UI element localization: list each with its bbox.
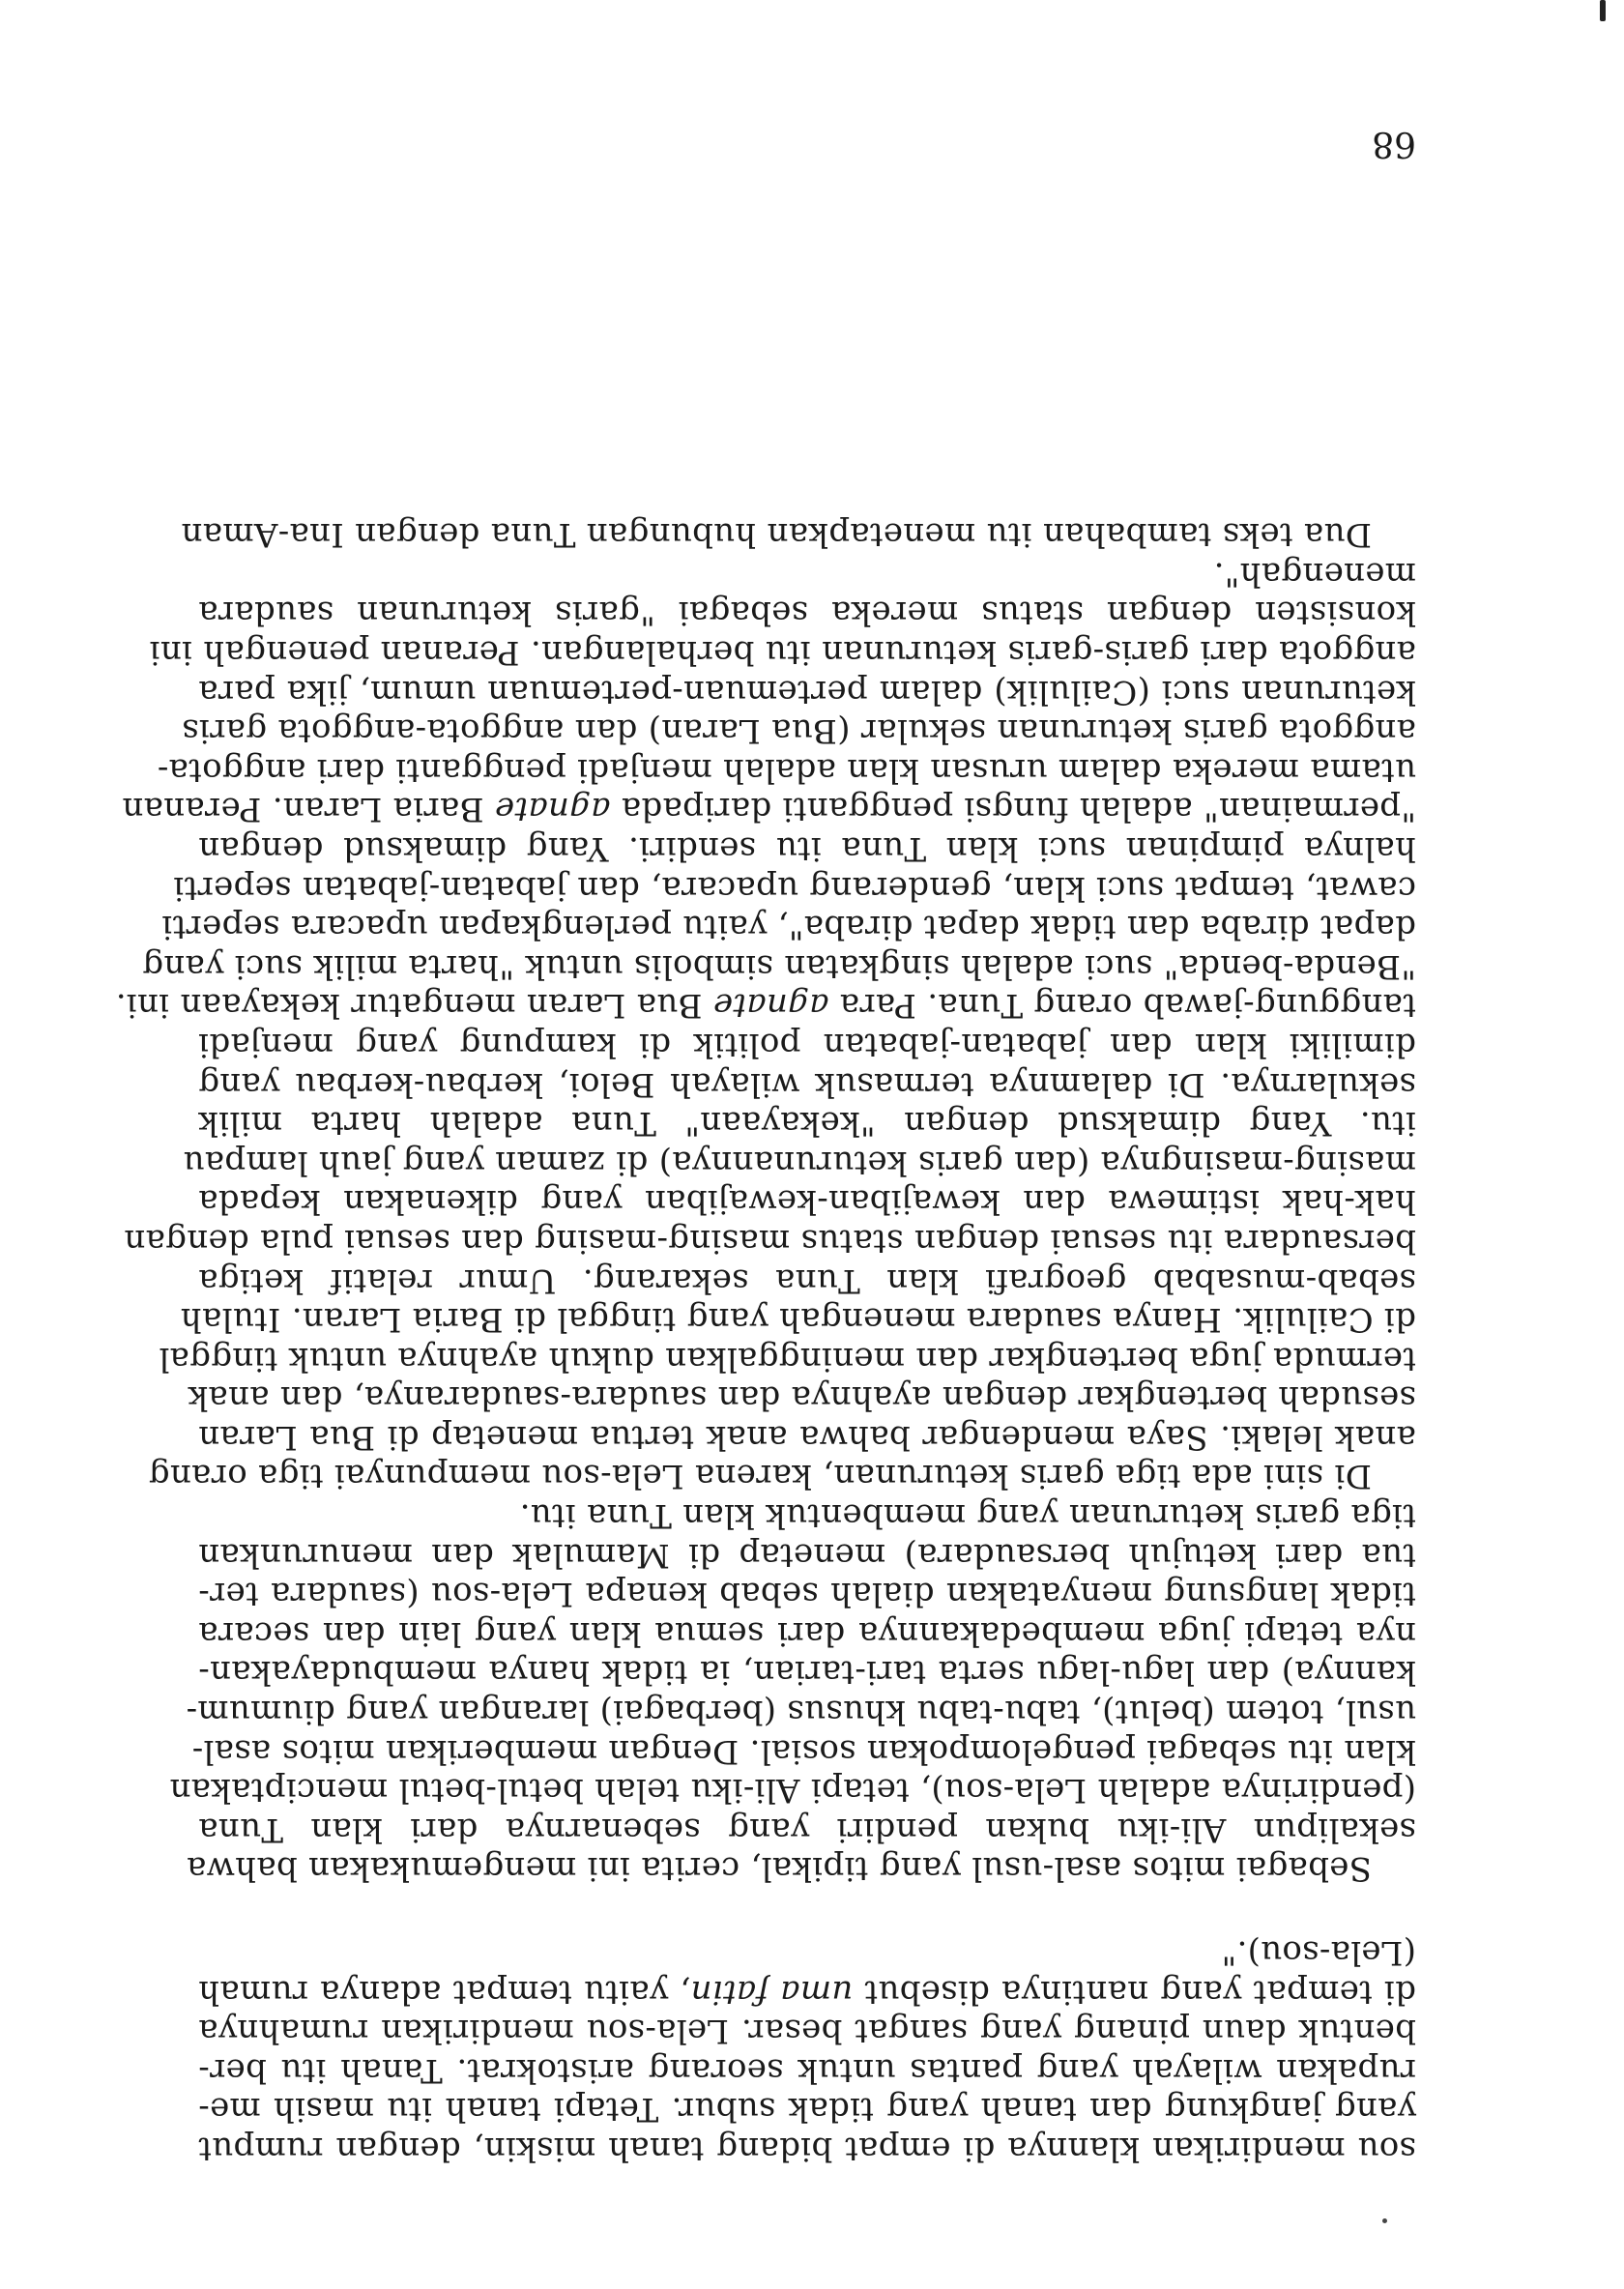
text-line: (pendirinya adalah Lela-sou), tetapi Ali-iku telah betul-betul menciptakan — [169, 1771, 1416, 1811]
text-line: utama mereka dalam urusan klan adalah menjadi pengganti dari anggota- — [157, 750, 1416, 790]
text-line: cawat, tempat suci klan, genderang upacara, dan jabatan-jabatan seperti — [173, 868, 1416, 908]
text-line: "Benda-benda" suci adalah singkatan simbolis untuk "harta milik suci yang — [142, 946, 1416, 986]
text-line: rupakan wilayah yang pantas untuk seorang aristokrat. Tanah itu ber- — [198, 2050, 1416, 2090]
text-line: Di sini ada tiga garis keturunan, karena Lela-sou mempunyai tiga orang — [148, 1457, 1372, 1496]
text-line: "permainan" adalah fungsi pengganti daripada agnate Baria Laran. Peranan — [122, 790, 1416, 829]
text-line: bersaudara itu sesuai dengan status masing-masing dan sesuai pula dengan — [124, 1221, 1416, 1260]
text-line: yang jangkung dan tanah yang tidak subur. Tetapi tanah itu masih me- — [198, 2090, 1416, 2130]
text-line: menengah". — [1213, 554, 1416, 594]
text-line: tanggung-jawab orang Tuna. Para agnate Bua Laran mengatur kekayaan ini. — [115, 986, 1416, 1026]
text-line: halnya pimpinan suci klan Tuna itu sendiri. Yang dimaksud dengan — [198, 829, 1416, 868]
text-line: dapat diraba dan tidak dapat diraba", yaitu perlengkapan upacara seperti — [161, 908, 1416, 947]
text-line: anggota dari garis-garis keturunan itu berhalangan. Peranan penengah ini — [149, 633, 1416, 673]
text-line: dimiliki klan dan jabatan-jabatan politik di kampung yang menjadi — [198, 1025, 1416, 1064]
text-line: di Cailulik. Hanya saudara menengah yang tinggal di Baria Laran. Itulah — [180, 1300, 1416, 1340]
text-line: konsisten dengan status mereka sebagai "garis keturunan saudara — [198, 594, 1416, 633]
text-line: anggota garis keturunan sekular (Bua Laran) dan anggota-anggota garis — [181, 711, 1416, 751]
text-line: bentuk daun pinang yang sangat besar. Lela-sou mendirikan rumahnya — [198, 2012, 1416, 2051]
text-line: itu. Yang dimaksud dengan "kekayaan" Tuna adalah harta milik — [198, 1104, 1416, 1144]
text-line: nya tetapi juga membedakannya dari semua klan yang lain dan secara — [198, 1613, 1416, 1653]
paragraph-dua-teks — [181, 515, 1416, 555]
text-line: tiga garis keturunan yang membentuk klan Tuna itu. — [519, 1496, 1416, 1536]
text-line: tidak langsung menyatakan dialah sebab kenapa Lela-sou (saudara ter- — [198, 1575, 1416, 1614]
text-line: klan itu sebagai pengelompokan sosial. Dengan memberikan mitos asal- — [191, 1731, 1416, 1771]
text-line: sebab-musabab geografi klan Tuna sekarang. Umur relatif ketiga — [198, 1260, 1416, 1300]
paragraph-mitos — [169, 1496, 1416, 1889]
text-line: kannya) dan lagu-lagu serta tari-tarian, ia tidak hanya membudayakan- — [198, 1653, 1416, 1693]
text-line: (Lela-sou)." — [1221, 1933, 1416, 1973]
text-line: hak-hak istimewa dan kewajiban-kewajiban yang dikenakan kepada — [198, 1182, 1416, 1222]
text-line: sou mendirikan klannya di empat bidang tanah miskin, dengan rumput — [198, 2130, 1416, 2168]
text-line: sekularnya. Di dalamnya termasuk wilayah Beloi, kerbau-kerbau yang — [198, 1064, 1416, 1104]
text-line: keturunan suci (Cailulik) dalam pertemuan-pertemuan umum, jika para — [198, 672, 1416, 711]
text-line: Sebagai mitos asal-usul yang tipikal, cerita ini mengemukakan bahwa — [186, 1849, 1372, 1889]
text-line: termuda juga bertengkar dan meninggalkan dukuh ayahnya untuk tinggal — [159, 1339, 1416, 1378]
body-text — [115, 515, 1416, 2168]
text-line: usul, totem (belut), tabu-tabu khusus (berbagai) larangan yang diumum- — [186, 1693, 1416, 1732]
text-line: sesudah bertengkar dengan ayahnya dan saudara-saudaranya, dan anak — [188, 1378, 1416, 1418]
text-line: anak lelaki. Saya mendengar bahwa anak tertua menetap di Bua Laran — [198, 1417, 1416, 1457]
text-line: di tempat yang nantinya disebut uma fatin, yaitu tempat adanya rumah — [197, 1972, 1416, 2012]
text-line: sekalipun Ali-iku bukan pendiri yang sebenarnya dari klan Tuna — [198, 1810, 1416, 1849]
text-line: tua dari ketujuh bersaudara) menetap di Mamulak dan menurunkan — [198, 1535, 1416, 1575]
paragraph-garis-keturunan — [115, 554, 1416, 1496]
page-number: 68 — [1372, 124, 1416, 163]
text-line: Dua teks tambahan itu menetapkan hubungan Tuna dengan Ina-Aman — [181, 515, 1372, 555]
paragraph-continuation — [198, 1932, 1416, 2168]
text-line: masing-masingnya (dan garis keturunannya) di zaman yang jauh lampau — [183, 1143, 1416, 1182]
